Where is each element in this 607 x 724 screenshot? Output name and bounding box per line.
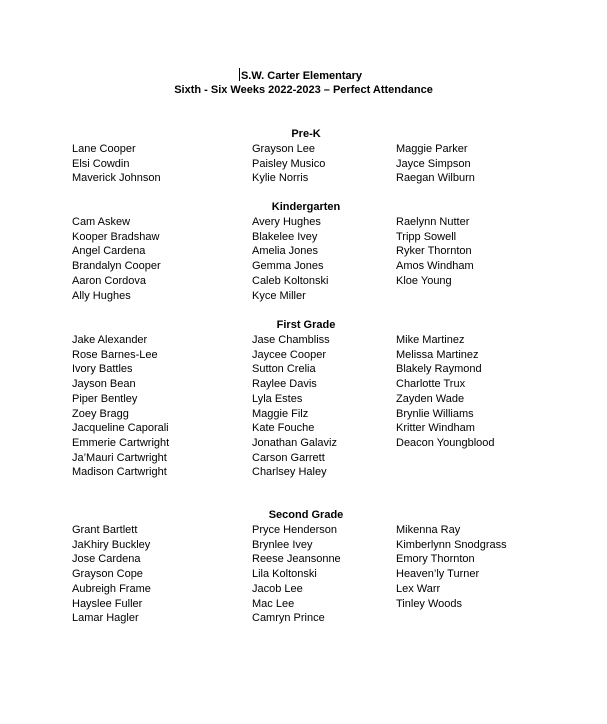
student-name: Raylee Davis	[252, 378, 317, 391]
student-name: Charlsey Haley	[252, 466, 327, 479]
student-name: Jaycee Cooper	[252, 348, 326, 361]
student-name: Mac Lee	[252, 597, 295, 610]
student-name: Kimberlynn Snodgrass	[396, 538, 507, 551]
student-name: Mikenna Ray	[396, 524, 461, 536]
document-subtitle: Sixth - Six Weeks 2022-2023 – Perfect Attendance	[174, 84, 433, 96]
name-column-1	[72, 333, 169, 480]
student-name: Jayce Simpson	[396, 157, 471, 170]
header-title-line	[0, 68, 604, 83]
student-name: Mike Martinez	[396, 334, 465, 346]
name-column-3	[396, 523, 507, 611]
student-name: Aubreigh Frame	[72, 582, 151, 595]
student-name: Ivory Battles	[72, 363, 133, 376]
student-name: Brynlee Ivey	[252, 538, 313, 551]
student-name: Gemma Jones	[252, 260, 324, 273]
student-name: Carson Garrett	[252, 451, 325, 464]
section-title: Second Grade	[268, 509, 344, 521]
student-name: Maggie Parker	[396, 143, 468, 155]
student-name: Emmerie Cartwright	[72, 436, 170, 449]
name-column-3	[396, 333, 494, 451]
section-title: First Grade	[276, 319, 336, 331]
section-title: Pre-K	[291, 128, 321, 140]
student-name: Lamar Hagler	[72, 612, 139, 625]
section-title: Kindergarten	[271, 201, 341, 213]
student-name: Reese Jeansonne	[252, 553, 341, 566]
student-name: Deacon Youngblood	[396, 436, 495, 449]
name-column-3	[396, 215, 474, 289]
student-name: Tinley Woods	[396, 597, 463, 610]
student-name: Ja’Mauri Cartwright	[72, 451, 167, 464]
student-name: Kooper Bradshaw	[72, 230, 160, 243]
text-cursor	[239, 68, 240, 81]
student-name: Jonathan Galaviz	[252, 436, 337, 449]
student-name: Jake Alexander	[72, 334, 148, 346]
student-name: Tripp Sowell	[396, 230, 457, 243]
student-name: Grayson Lee	[252, 143, 315, 155]
student-name: Kritter Windham	[396, 422, 475, 435]
name-column-3	[396, 142, 475, 186]
student-name: Grayson Cope	[72, 568, 143, 581]
student-name: Zoey Bragg	[72, 407, 129, 420]
student-name: Raelynn Nutter	[396, 216, 470, 228]
name-column-1	[72, 523, 151, 626]
student-name: JaKhiry Buckley	[72, 538, 151, 551]
student-name: Madison Cartwright	[72, 466, 167, 479]
student-name: Jacqueline Caporali	[72, 422, 169, 435]
student-name: Blakely Raymond	[396, 363, 482, 376]
student-name: Lane Cooper	[72, 143, 136, 155]
student-name: Amos Windham	[396, 260, 474, 273]
student-name: Blakelee Ivey	[252, 230, 318, 243]
student-name: Elsi Cowdin	[72, 157, 130, 170]
student-name: Maverick Johnson	[72, 172, 161, 185]
name-column-2	[252, 333, 337, 480]
student-name: Heaven’ly Turner	[396, 568, 480, 581]
student-name: Hayslee Fuller	[72, 597, 143, 610]
student-name: Jacob Lee	[252, 582, 303, 595]
student-name: Kloe Young	[396, 274, 452, 287]
student-name: Lila Koltonski	[252, 568, 317, 581]
student-name: Camryn Prince	[252, 612, 325, 625]
document-header	[0, 68, 607, 97]
student-name: Caleb Koltonski	[252, 274, 329, 287]
student-name: Lyla Estes	[252, 392, 303, 405]
student-name: Amelia Jones	[252, 245, 319, 258]
student-name: Brandalyn Cooper	[72, 260, 161, 273]
student-name: Cam Askew	[72, 216, 131, 228]
name-column-2	[252, 142, 325, 186]
student-name: Charlotte Trux	[396, 378, 466, 391]
student-name: Kate Fouche	[252, 422, 315, 435]
student-name: Jase Chambliss	[252, 334, 330, 346]
school-name: S.W. Carter Elementary	[240, 70, 363, 82]
student-name: Jayson Bean	[72, 378, 136, 391]
student-name: Kyce Miller	[252, 289, 306, 302]
student-name: Brynlie Williams	[396, 407, 474, 420]
name-column-2	[252, 523, 341, 626]
student-name: Raegan Wilburn	[396, 172, 475, 185]
name-column-1	[72, 142, 161, 186]
student-name: Maggie Filz	[252, 407, 309, 420]
student-name: Emory Thornton	[396, 553, 475, 566]
name-column-2	[252, 215, 328, 303]
student-name: Angel Cardena	[72, 245, 146, 258]
name-column-1	[72, 215, 161, 303]
student-name: Ryker Thornton	[396, 245, 472, 258]
student-name: Aaron Cordova	[72, 274, 146, 287]
student-name: Avery Hughes	[252, 216, 321, 228]
student-name: Paisley Musico	[252, 157, 326, 170]
student-name: Lex Warr	[396, 582, 441, 595]
student-name: Ally Hughes	[72, 289, 131, 302]
student-name: Sutton Crelia	[252, 363, 316, 376]
student-name: Piper Bentley	[72, 392, 138, 405]
student-name: Pryce Henderson	[252, 524, 337, 536]
student-name: Rose Barnes-Lee	[72, 348, 158, 361]
student-name: Melissa Martinez	[396, 348, 479, 361]
student-name: Zayden Wade	[396, 392, 465, 405]
student-name: Jose Cardena	[72, 553, 141, 566]
student-name: Grant Bartlett	[72, 524, 138, 536]
student-name: Kylie Norris	[252, 172, 309, 185]
